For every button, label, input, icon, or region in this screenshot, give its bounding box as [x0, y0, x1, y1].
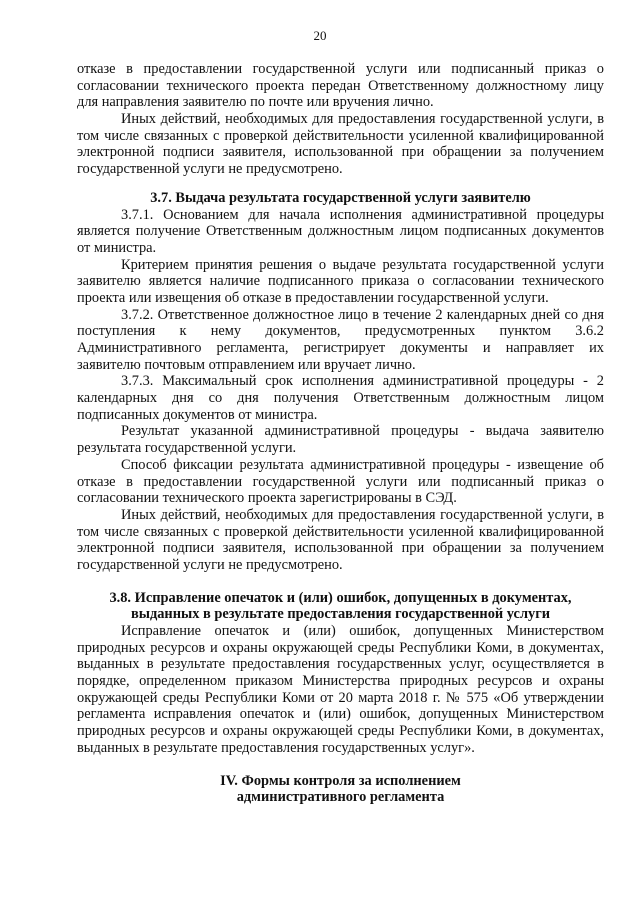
text-line: том числе связанных с проверкой действительности усиленной квалифицированной: [77, 523, 604, 540]
text-line: заявителю почтовым отправлением или вручает лично.: [77, 356, 416, 373]
text-line: Административного регламента, регистрирует документы и направляет их: [77, 340, 604, 356]
text-line: является получение Ответственным должностным лицом подписанных документов: [77, 223, 604, 240]
text-line: результата государственной услуги.: [77, 440, 297, 457]
paragraph: [77, 423, 604, 456]
text-line: заявителю является наличие подписанного приказа о согласовании технического: [77, 273, 604, 290]
text-line: электронной подписи заявителя, использованной при обращении за получением: [77, 540, 604, 557]
text-line: том числе связанных с проверкой действительности усиленной квалифицированной: [77, 127, 604, 144]
text-line: поступления к нему документов, предусмотренных пунктом 3.6.2: [77, 323, 604, 340]
section-heading: [77, 190, 604, 207]
paragraph: [77, 111, 604, 178]
text-line: государственной услуги не предусмотрено.: [77, 556, 343, 573]
heading-line: административного регламента: [236, 789, 445, 806]
text-line: для направления заявителю по почте или вручения лично.: [77, 94, 434, 111]
heading-line: 3.8. Исправление опечаток и (или) ошибок, допущенных в документах,: [109, 589, 572, 606]
section-spacer: [77, 574, 604, 590]
section-spacer: [77, 757, 604, 773]
text-line: 3.7.1. Основанием для начала исполнения административной процедуры: [121, 206, 604, 223]
paragraph: [77, 257, 604, 307]
text-line: Иных действий, необходимых для предоставления государственной услуги, в: [121, 111, 604, 128]
section-heading: [77, 773, 604, 806]
text-line: согласовании технического проекта зарегистрированы в СЭД.: [77, 490, 457, 507]
text-line: Иных действий, необходимых для предоставления государственной услуги, в: [121, 506, 604, 523]
document-body: [77, 61, 604, 806]
text-line: от министра.: [77, 239, 157, 256]
text-line: порядке, определенном приказом Министерства природных ресурсов и охраны: [77, 673, 604, 690]
text-line: выданных в результате предоставления государственных услуг».: [77, 739, 475, 756]
section-heading: [77, 590, 604, 623]
text-line: 3.7.2. Ответственное должностное лицо в течение 2 календарных дней со дня: [121, 306, 604, 323]
text-line: календарных дня со дня получения Ответственным должностным лицом: [77, 390, 604, 407]
paragraph: [77, 373, 604, 423]
text-line: подписанных документов от министра.: [77, 406, 318, 423]
heading-line: IV. Формы контроля за исполнением: [220, 772, 461, 789]
paragraph: [77, 507, 604, 574]
text-line: электронной подписи заявителя, использованной при обращении за получением: [77, 144, 604, 161]
text-line: отказе в предоставлении государственной услуги или подписанный приказ о: [77, 473, 604, 490]
text-line: выданных в результате предоставления государственных услуг, осуществляется в: [77, 656, 604, 673]
page-number: 20: [313, 28, 327, 43]
text-line: согласовании технического проекта передан Ответственному должностному лицу: [77, 77, 604, 94]
text-line: проекта или извещения об отказе в предоставлении государственной услуги.: [77, 289, 549, 306]
section-spacer: [77, 178, 604, 190]
paragraph: [77, 457, 604, 507]
paragraph: [77, 207, 604, 257]
text-line: регламента исправления опечаток и (или) ошибок, допущенных Министерством: [77, 706, 604, 723]
heading-line: выданных в результате предоставления государственной услуги: [130, 606, 551, 623]
text-line: государственной услуги не предусмотрено.: [77, 161, 343, 178]
paragraph: [77, 61, 604, 111]
text-line: Критерием принятия решения о выдаче результата государственной услуги: [121, 256, 604, 273]
paragraph: [77, 623, 604, 757]
text-line: отказе в предоставлении государственной услуги или подписанный приказ о: [77, 61, 604, 77]
text-line: Способ фиксации результата административной процедуры - извещение об: [121, 456, 604, 473]
text-line: природных ресурсов и охраны окружающей среды Республики Коми, в документах,: [77, 639, 604, 656]
text-line: окружающей среды Республики Коми от 20 марта 2018 г. № 575 «Об утверждении: [77, 689, 604, 706]
paragraph: [77, 307, 604, 374]
text-line: 3.7.3. Максимальный срок исполнения административной процедуры - 2: [121, 373, 604, 390]
text-line: природных ресурсов и охраны окружающей среды Республики Коми, в документах,: [77, 723, 604, 740]
text-line: Результат указанной административной процедуры - выдача заявителю: [121, 423, 604, 440]
heading-line: 3.7. Выдача результата государственной услуги заявителю: [150, 189, 531, 206]
text-line: Исправление опечаток и (или) ошибок, допущенных Министерством: [121, 623, 604, 639]
